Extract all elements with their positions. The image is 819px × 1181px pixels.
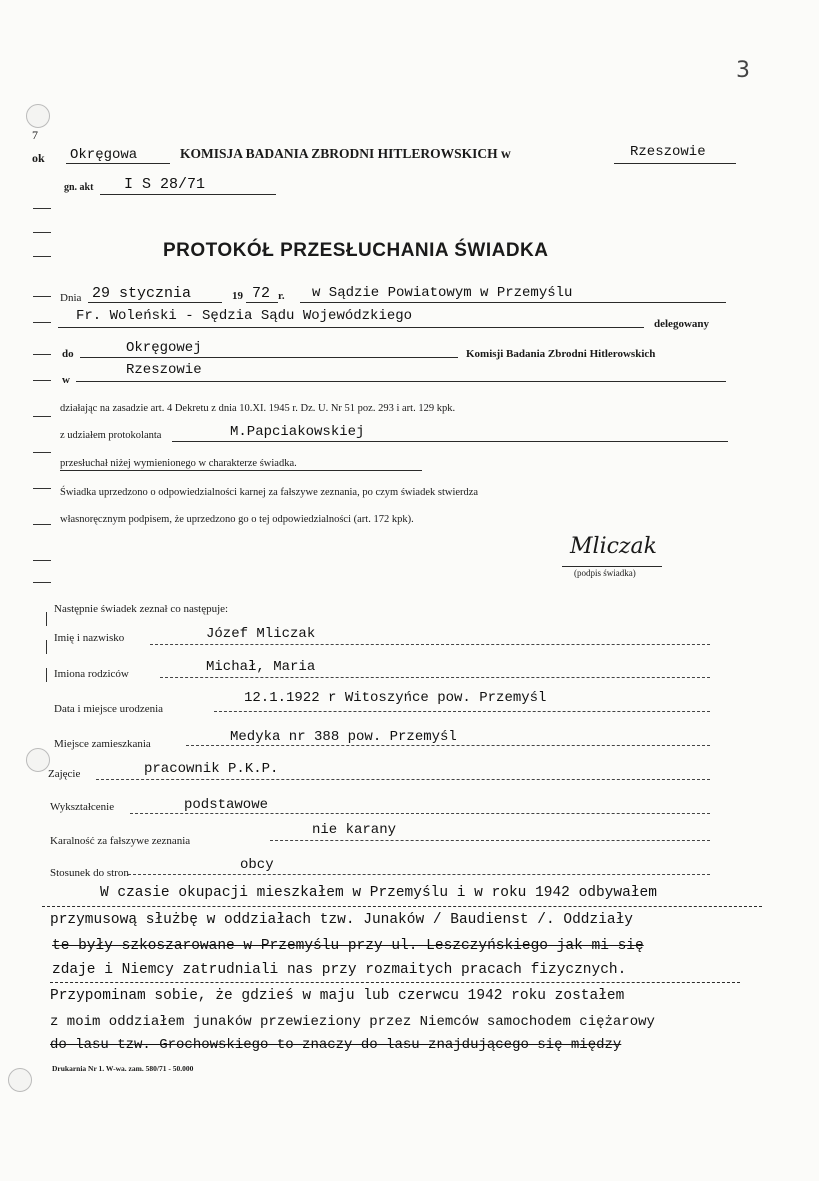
field-underline <box>270 840 710 841</box>
interrogator-underline <box>58 327 644 328</box>
printer-footer: Drukarnia Nr 1. W-wa. zam. 580/71 - 50.000 <box>52 1064 194 1073</box>
commission-name: KOMISJA BADANIA ZBRODNI HITLEROWSKICH w <box>180 146 511 161</box>
field-value: nie karany <box>312 822 397 838</box>
field-label: Karalność za fałszywe zeznania <box>50 835 191 847</box>
page-number: 3 <box>736 58 750 83</box>
margin-tick <box>33 582 51 583</box>
date-prefix: Dnia <box>60 292 82 304</box>
signature-caption: (podpis świadka) <box>574 568 636 578</box>
margin-tick <box>33 452 51 453</box>
field-value: obcy <box>240 857 274 873</box>
field-value: 12.1.1922 r Witoszyńce pow. Przemyśl <box>244 690 547 706</box>
field-underline <box>160 677 710 678</box>
field-label: Imiona rodziców <box>54 668 129 680</box>
narrative-rule <box>42 906 762 907</box>
margin-tick <box>33 208 51 209</box>
field-underline <box>128 874 710 875</box>
field-underline <box>150 644 710 645</box>
commission-level: Okręgowa <box>70 147 138 163</box>
narrative-rule <box>50 982 740 983</box>
margin-tick <box>33 256 51 257</box>
field-value: podstawowe <box>184 797 269 813</box>
field-label: Zajęcie <box>48 768 81 780</box>
case-label: gn. akt <box>64 182 94 193</box>
date-day-month: 29 stycznia <box>92 285 192 302</box>
date-year-prefix: 19 <box>232 290 243 302</box>
in-label: w <box>62 374 70 386</box>
date-place: w Sądzie Powiatowym w Przemyślu <box>312 285 573 301</box>
margin-tick <box>46 640 47 654</box>
in-value: Rzeszowie <box>126 362 202 378</box>
margin-mark-2: ok <box>32 151 45 165</box>
case-number: I S 28/71 <box>124 176 206 193</box>
interrogator: Fr. Woleński - Sędzia Sądu Wojewódzkiego <box>76 308 413 324</box>
narrative-line: przymusową służbę w oddziałach tzw. Junaków / Baudienst /. Oddziały <box>50 912 633 928</box>
clerk-label: z udziałem protokolanta <box>60 430 162 441</box>
to-label: do <box>62 348 74 360</box>
field-label: Imię i nazwisko <box>54 632 125 644</box>
header-underline-left <box>66 163 170 164</box>
margin-tick <box>33 354 51 355</box>
warning-line-1: Świadka uprzedzono o odpowiedzialności karnej za fałszywe zeznania, po czym świadek stwierdza <box>60 487 479 498</box>
narrative-line: Przypominam sobie, że gdzieś w maju lub czerwcu 1942 roku zostałem <box>50 988 625 1004</box>
margin-tick <box>46 612 47 626</box>
punch-hole-middle <box>26 748 50 772</box>
field-value: Michał, Maria <box>206 659 316 675</box>
legal-basis: działając na zasadzie art. 4 Dekretu z dnia 10.XI. 1945 r. Dz. U. Nr 51 poz. 293 i art. 129 kpk. <box>60 403 456 414</box>
date-underline <box>88 302 222 303</box>
clerk-value: M.Papciakowskiej <box>230 424 365 440</box>
field-underline <box>214 711 710 712</box>
testimony-intro: Następnie świadek zeznał co następuje: <box>54 603 229 615</box>
to-underline <box>80 357 458 358</box>
delegated-label: delegowany <box>654 318 709 330</box>
field-value: Józef Mliczak <box>206 626 316 642</box>
clerk-underline <box>172 441 728 442</box>
date-year: 72 <box>252 285 271 302</box>
commission-city: Rzeszowie <box>630 144 706 160</box>
margin-tick <box>33 322 51 323</box>
narrative-line: te były szkoszarowane w Przemyślu przy ul. Leszczyńskiego jak mi się <box>52 938 644 954</box>
header-underline-right <box>614 163 736 164</box>
narrative-line: z moim oddziałem junaków przewieziony przez Niemców samochodem ciężarowy <box>50 1014 655 1030</box>
field-underline <box>186 745 710 746</box>
margin-tick <box>33 380 51 381</box>
document-title: PROTOKÓŁ PRZESŁUCHANIA ŚWIADKA <box>163 240 549 261</box>
narrative-line: do lasu tzw. Grochowskiego to znaczy do lasu znajdującego się między <box>50 1037 622 1053</box>
margin-tick <box>46 668 47 682</box>
margin-tick <box>33 296 51 297</box>
punch-hole-bottom <box>8 1068 32 1092</box>
to-value: Okręgowej <box>126 340 202 356</box>
field-underline <box>130 813 710 814</box>
field-label: Data i miejsce urodzenia <box>54 703 164 715</box>
interrogated-text: przesłuchał niżej wymienionego w charakterze świadka. <box>60 458 297 469</box>
commission-full: Komisji Badania Zbrodni Hitlerowskich <box>466 348 656 360</box>
date-year-suffix: r. <box>278 290 285 302</box>
warning-line-2: własnoręcznym podpisem, że uprzedzono go o tej odpowiedzialności (art. 172 kpk). <box>60 514 414 525</box>
field-underline <box>96 779 710 780</box>
signature-underline <box>562 566 662 567</box>
witness-signature: Mliczak <box>570 534 657 559</box>
case-underline <box>100 194 276 195</box>
field-label: Stosunek do stron <box>50 867 129 879</box>
field-value: pracownik P.K.P. <box>144 761 279 777</box>
narrative-line: zdaje i Niemcy zatrudniali nas przy rozmaitych pracach fizycznych. <box>52 962 627 978</box>
place-underline <box>300 302 726 303</box>
year-underline <box>246 302 278 303</box>
field-value: Medyka nr 388 pow. Przemyśl <box>230 729 457 745</box>
narrative-line: W czasie okupacji mieszkałem w Przemyślu i w roku 1942 odbywałem <box>100 885 657 901</box>
in-underline <box>76 381 726 382</box>
punch-hole-top <box>26 104 50 128</box>
margin-tick <box>33 488 51 489</box>
margin-mark-1: 7 <box>32 128 38 142</box>
margin-tick <box>33 524 51 525</box>
margin-tick <box>33 416 51 417</box>
margin-tick <box>33 232 51 233</box>
field-label: Miejsce zamieszkania <box>54 738 151 750</box>
margin-tick <box>33 560 51 561</box>
field-label: Wykształcenie <box>50 801 115 813</box>
interrogated-underline <box>60 470 422 471</box>
